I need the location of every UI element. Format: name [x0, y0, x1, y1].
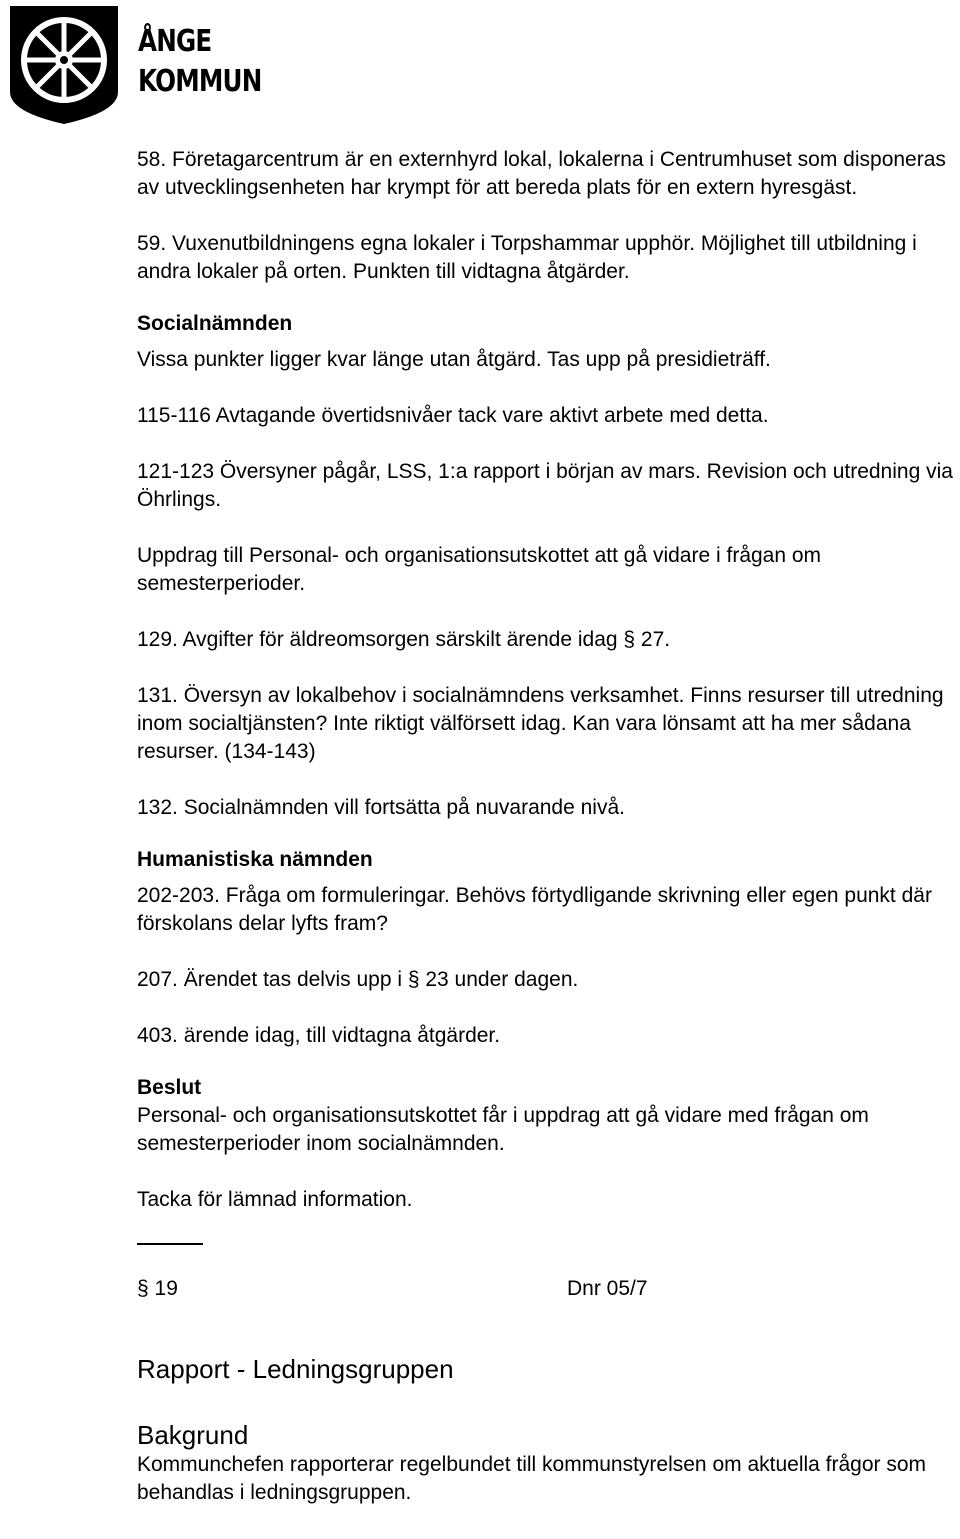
municipality-logo	[8, 4, 120, 126]
heading-beslut: Beslut	[137, 1076, 202, 1099]
human-item-2-ref: 23 under dagen.	[419, 968, 579, 991]
item-59: 59. Vuxenutbildningens egna lokaler i Torpshammar upphör. Möjlighet till utbildning i andra lokaler på orten. Punkten till vidtagna åtgärder.	[137, 232, 917, 283]
beslut-text: Personal- och organisationsutskottet får i uppdrag att gå vidare med frågan om semesterperioder inom socialnämnden.	[137, 1104, 869, 1155]
social-item-2: 115-116 Avtagande övertidsnivåer tack vare aktivt arbete med detta.	[137, 404, 769, 427]
social-item-6: 131. Översyn av lokalbehov i socialnämndens verksamhet. Finns resurser till utredning inom socialtjänsten? Inte riktigt välförsett idag. Kan vara lönsamt att ha mer sådana resurser. (134-143)	[137, 684, 944, 763]
heading-humanistiska-namnden: Humanistiska nämnden	[137, 848, 373, 871]
human-item-3: 403. ärende idag, till vidtagna åtgärder.	[137, 1024, 501, 1047]
human-item-2	[137, 966, 960, 994]
social-item-3: 121-123 Översyner pågår, LSS, 1:a rapport i början av mars. Revision och utredning via Öhrlings.	[137, 460, 953, 511]
paragraph-header	[137, 1275, 960, 1303]
paragraph-number: § 19	[137, 1277, 178, 1300]
logo-wordmark	[138, 22, 261, 102]
document-body	[137, 146, 960, 1507]
logo-text-line2: KOMMUN	[138, 64, 262, 99]
social-item-4: Uppdrag till Personal- och organisationsutskottet att gå vidare i frågan om semesterperioder.	[137, 544, 822, 595]
social-item-1: Vissa punkter ligger kvar länge utan åtgärd. Tas upp på presidieträff.	[137, 348, 771, 371]
section-symbol: §	[407, 968, 420, 991]
social-item-5-text: 129. Avgifter för äldreomsorgen särskilt ärende idag	[137, 628, 624, 651]
separator-line	[137, 1243, 203, 1245]
item-58: 58. Företagarcentrum är en externhyrd lokal, lokalerna i Centrumhuset som disponeras av utvecklingsenheten har krympt för att bereda plats för en extern hyresgäst.	[137, 148, 946, 199]
closing-note: Tacka för lämnad information.	[137, 1188, 413, 1211]
section-symbol: §	[623, 628, 636, 651]
social-item-5	[137, 626, 960, 654]
heading-bakgrund: Bakgrund	[137, 1420, 249, 1450]
social-item-5-ref: 27.	[635, 628, 671, 651]
logo-text-line1: ÅNGE	[138, 24, 212, 59]
bakgrund-text: Kommunchefen rapporterar regelbundet till kommunstyrelsen om aktuella frågor som behandlas i ledningsgruppen.	[137, 1453, 927, 1504]
human-item-2-text: 207. Ärendet tas delvis upp i	[137, 968, 408, 991]
heading-socialnamnden: Socialnämnden	[137, 312, 293, 335]
social-item-7: 132. Socialnämnden vill fortsätta på nuvarande nivå.	[137, 796, 625, 819]
section-title: Rapport - Ledningsgruppen	[137, 1354, 454, 1384]
human-item-1: 202-203. Fråga om formuleringar. Behövs förtydligande skrivning eller egen punkt där förskolans delar lyfts fram?	[137, 884, 932, 935]
diary-number: Dnr 05/7	[567, 1277, 648, 1300]
